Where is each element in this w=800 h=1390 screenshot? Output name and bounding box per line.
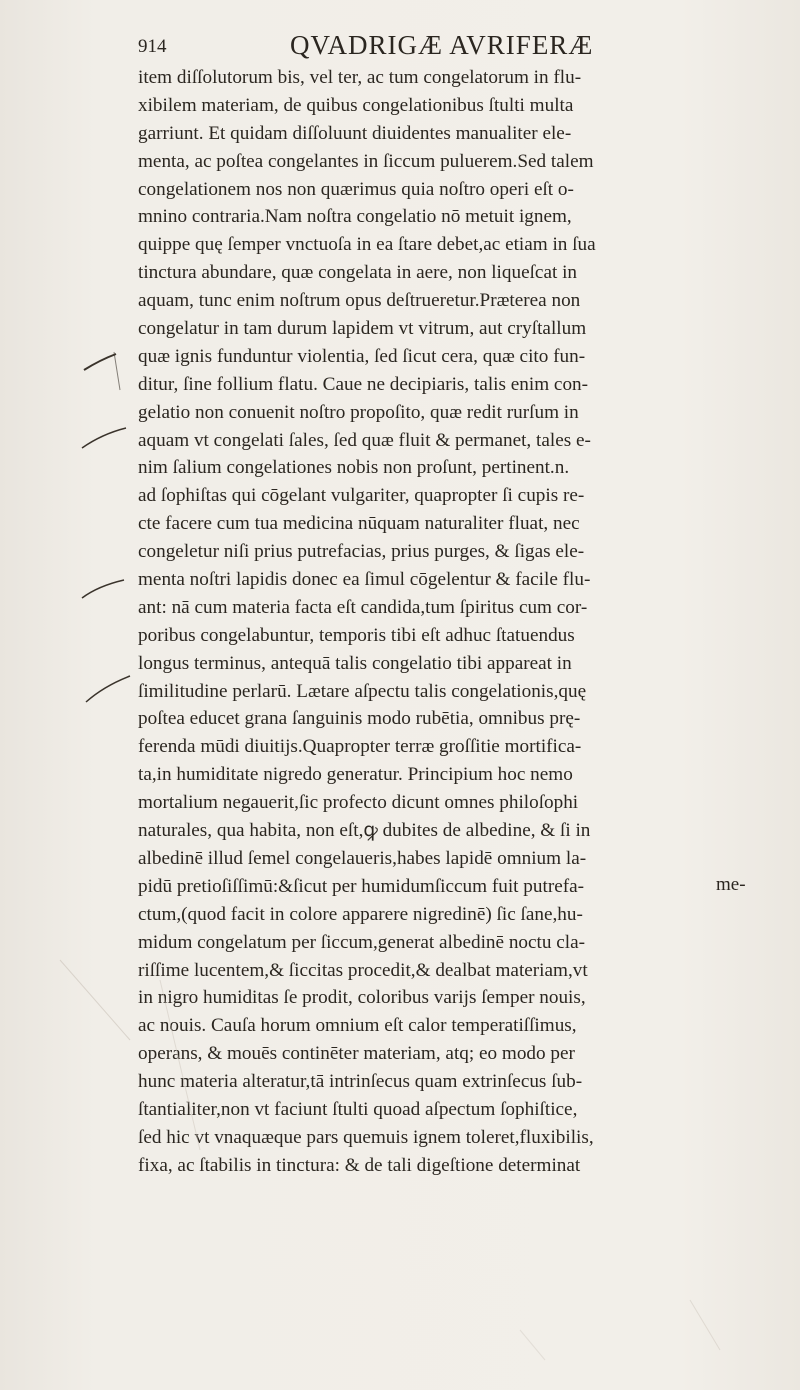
text-line: pidū pretioſiſſimū:&ſicut per humidumſiccum fuit putrefa- — [138, 875, 585, 897]
text-line: operans, & mouēs continēter materiam, atq; eo modo per — [138, 1043, 575, 1065]
text-line: naturales, qua habita, non eſt,ꝙ dubites de albedine, & ſi in — [138, 820, 591, 842]
text-line: poſtea educet grana ſanguinis modo rubētia, omnibus prę- — [138, 708, 581, 730]
text-line: aquam vt congelati ſales, ſed quæ fluit & permanet, tales e- — [138, 429, 591, 451]
text-line: fixa, ac ſtabilis in tinctura: & de tali digeſtione determinat — [138, 1154, 581, 1176]
text-line: menta noſtri lapidis donec ea ſimul cōgelentur & facile flu- — [138, 569, 591, 591]
text-line: ſed hic vt vnaquæque pars quemuis ignem toleret,fluxibilis, — [138, 1126, 594, 1148]
page-number: 914 — [138, 36, 167, 57]
text-line: mnino contraria.Nam noſtra congelatio nō metuit ignem, — [138, 206, 572, 228]
text-line: nim ſalium congelationes nobis non proſunt, pertinent.n. — [138, 457, 570, 479]
running-title: QVADRIGÆ AVRIFERÆ — [290, 30, 594, 60]
text-line: ctum,(quod facit in colore apparere nigredinē) ſic ſane,hu- — [138, 903, 583, 925]
text-line: ſtantialiter,non vt faciunt ſtulti quoad aſpectum ſophiſtice, — [138, 1098, 578, 1120]
text-line: ant: nā cum materia facta eſt candida,tum ſpiritus cum cor- — [138, 596, 588, 618]
text-line: in nigro humiditas ſe prodit, coloribus varijs ſemper nouis, — [138, 987, 586, 1009]
text-line: cte facere cum tua medicina nūquam naturaliter fluat, nec — [138, 513, 580, 535]
text-line: hunc materia alteratur,tā intrinſecus quam extrinſecus ſub- — [138, 1071, 583, 1093]
text-line: congeletur niſi prius putrefacias, prius purges, & ſigas ele- — [138, 541, 585, 563]
text-line: ferenda mūdi diuitijs.Quapropter terræ groſſitie mortifica- — [138, 736, 582, 758]
text-line: gelatio non conuenit noſtro propoſito, quæ redit rurſum in — [138, 401, 579, 423]
text-line: item diſſolutorum bis, vel ter, ac tum congelatorum in flu- — [138, 67, 582, 88]
text-line: xibilem materiam, de quibus congelationibus ſtulti multa — [138, 94, 574, 116]
text-line: ac nouis. Cauſa horum omnium eſt calor temperatiſſimus, — [138, 1015, 577, 1037]
text-line: garriunt. Et quidam diſſoluunt diuidentes manualiter ele- — [138, 122, 572, 144]
text-line: mortalium negauerit,ſic profecto dicunt omnes philoſophi — [138, 792, 579, 814]
text-line: ad ſophiſtas qui cōgelant vulgariter, quapropter ſi cupis re- — [138, 485, 585, 507]
text-line: congelationem nos non quærimus quia noſtro operi eſt o- — [138, 178, 574, 200]
text-line: congelatur in tam durum lapidem vt vitrum, aut cryſtallum — [138, 318, 587, 340]
text-line: quippe quę ſemper vnctuoſa in ea ſtare debet,ac etiam in ſua — [138, 234, 596, 256]
text-line: ſimilitudine perlarū. Lætare aſpectu talis congelationis,quę — [138, 680, 587, 702]
catchword: me- — [716, 874, 746, 895]
text-line: poribus congelabuntur, temporis tibi eſt adhuc ſtatuendus — [138, 624, 575, 646]
text-line: ta,in humiditate nigredo generatur. Principium hoc nemo — [138, 764, 573, 786]
text-line: longus terminus, antequā talis congelatio tibi appareat in — [138, 652, 572, 674]
text-line: ditur, ſine follium flatu. Caue ne decipiaris, talis enim con- — [138, 373, 589, 395]
body-text — [138, 64, 778, 1180]
text-line: midum congelatum per ſiccum,generat albedinē noctu cla- — [138, 931, 585, 953]
text-line: tinctura abundare, quæ congelata in aere, non liqueſcat in — [138, 262, 578, 284]
text-line: riſſime lucentem,& ſiccitas procedit,& dealbat materiam,vt — [138, 959, 588, 981]
text-line: aquam, tunc enim noſtrum opus deſtrueretur.Præterea non — [138, 290, 581, 312]
text-line: albedinē illud ſemel congelaueris,habes lapidē omnium la- — [138, 847, 587, 869]
text-line: menta, ac poſtea congelantes in ſiccum puluerem.Sed talem — [138, 150, 594, 172]
text-line: quæ ignis funduntur violentia, ſed ſicut cera, quæ cito fun- — [138, 345, 586, 367]
